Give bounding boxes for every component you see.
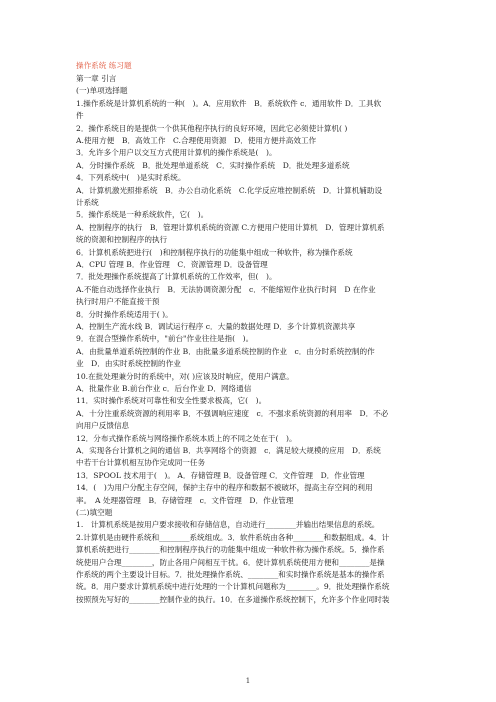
- text-line: 5．操作系统是一种系统软件，它( )。: [76, 210, 209, 220]
- text-line: 计系统: [76, 198, 99, 207]
- text-line: (二)填空题: [76, 508, 113, 517]
- text-line: A．计算机激光照排系统 B．办公自动化系统 C.化学反应堆控制系统 D．计算机辅助设: [76, 185, 383, 195]
- text-line: A.使用方便 B．高效工作 C.合理使用资源 D．使用方便并高效工作: [76, 136, 317, 145]
- text-line: (一)单项选择题: [76, 86, 128, 96]
- text-line: 中若干台计算机相互协作完成同一任务: [76, 458, 206, 468]
- text-line: 率。 A 处理器管理 B．存储管理 c．文件管理 D．作业管理: [76, 495, 294, 505]
- text-line: A．由批量单道系统控制的作业 B．由批量多道系统控制的作业 c．由分时系统控制的作: [76, 346, 375, 356]
- text-line: 统。8．用户要求计算机系统中进行处理的一个计算机问题称为________。9．批处理操作系统: [76, 582, 390, 592]
- text-line: A．实现各台计算机之间的通信 B．共享网络个的资源 c．满足较大规模的应用 D．系统: [76, 446, 381, 455]
- text-line: 1. 计算机系统是按用户要求接收和存储信息，自动进行________并输出结果信息的系统。: [76, 520, 380, 530]
- text-line: 8．分时操作系统适用于( )。: [76, 309, 173, 319]
- text-line: 9．在混合型操作系统中，"前台"作业往往是指( )。: [76, 334, 254, 344]
- text-line: 统的资源和控制程序的执行: [76, 235, 168, 245]
- text-line: A．批量作业 B.前台作业 c．后台作业 D．网络通信: [76, 384, 252, 393]
- text-line: A．控制程序的执行 B．管理计算机系统的资源 C.方便用户使用计算机 D．管理计算机系: [76, 222, 385, 232]
- text-line: A．控制生产流水线 B．调试运行程序 c．大量的数据处理 D．多个计算机资源共享: [76, 322, 356, 331]
- page-number: 1: [245, 677, 251, 685]
- text-line: A．CPU 管理 B．作业管理 C．资源管理 D．设备管理: [76, 260, 268, 269]
- text-line: A．十分注重系统资源的利用率 B．不强调响应速度 c．不强求系统资源的利用率 D．不必: [76, 408, 389, 418]
- text-line: 执行时用户不能直接干预: [76, 297, 160, 307]
- text-line: 3．允许多个用户以交互方式使用计算机的操作系统是( )。: [76, 148, 277, 158]
- text-line: 10.在批处理兼分时的系统中，对( )应该及时响应，使用户满意。: [76, 371, 294, 381]
- document-title: 操作系统 练习题: [76, 61, 132, 70]
- text-line: 2．操作系统目的是提供一个供其他程序执行的良好环境，因此它必须使计算机( ): [76, 123, 348, 133]
- text-line: 11．实时操作系统对可靠性和安全性要求极高，它( )。: [76, 396, 267, 406]
- text-line: 13．SPOOL 技术用于( )。 A．存储管理 B．设备管理 C．文件管理 D．作业管理: [76, 470, 365, 480]
- text-line: A.不能自动选择作业执行 B．无法协调资源分配 c．不能缩短作业执行时间 D 在作业: [76, 284, 376, 294]
- text-line: 第一章 引言: [76, 74, 117, 83]
- text-line: A．分时操作系统 B．批处理单道系统 C．实时操作系统 D．批处理多道系统: [76, 160, 350, 170]
- text-line: 业 D．由实时系统控制的作业: [76, 359, 181, 369]
- text-line: 6．计算机系统把进行( )和控制程序执行的功能集中组成一种软件，称为操作系统: [76, 247, 353, 257]
- text-line: 作系统的两个主要设计目标。7．批处理操作系统、________和实时操作系统是基本的操作系: [76, 570, 385, 579]
- text-line: 件: [76, 111, 84, 121]
- text-line: 1.操作系统是计算机系统的一种( )。A．应用软件 B．系统软件 c．通用软件 D．工具软: [76, 98, 382, 108]
- text-line: 14．( )为用户分配主存空间，保护主存中的程序和数据不被破坏，提高主存空间的利用: [76, 483, 373, 493]
- text-line: 统使用户合理________，防止各用户间相互干扰。6．使计算机系统使用方便和________是操: [76, 557, 385, 567]
- text-line: 按照预先写好的________控制作业的执行。10．在多道操作系统控制下，允许多个作业同时装: [76, 594, 390, 604]
- text-line: 12．分布式操作系统与网络操作系统本质上的不同之处在于( )。: [76, 433, 297, 443]
- text-line: 2.计算机是由硬件系统和________系统组成。3．软件系统由各种________和数据组成。4．计: [76, 532, 390, 542]
- text-line: 算机系统把进行________和控制程序执行的功能集中组成一种软件称为操作系统。5．操作系: [76, 545, 385, 555]
- text-line: 4．下列系统中( )是实时系统。: [76, 173, 186, 183]
- text-line: 7．批处理操作系统提高了计算机系统的工作效率，但( )。: [76, 272, 277, 282]
- text-line: 向用户反馈信息: [76, 421, 130, 431]
